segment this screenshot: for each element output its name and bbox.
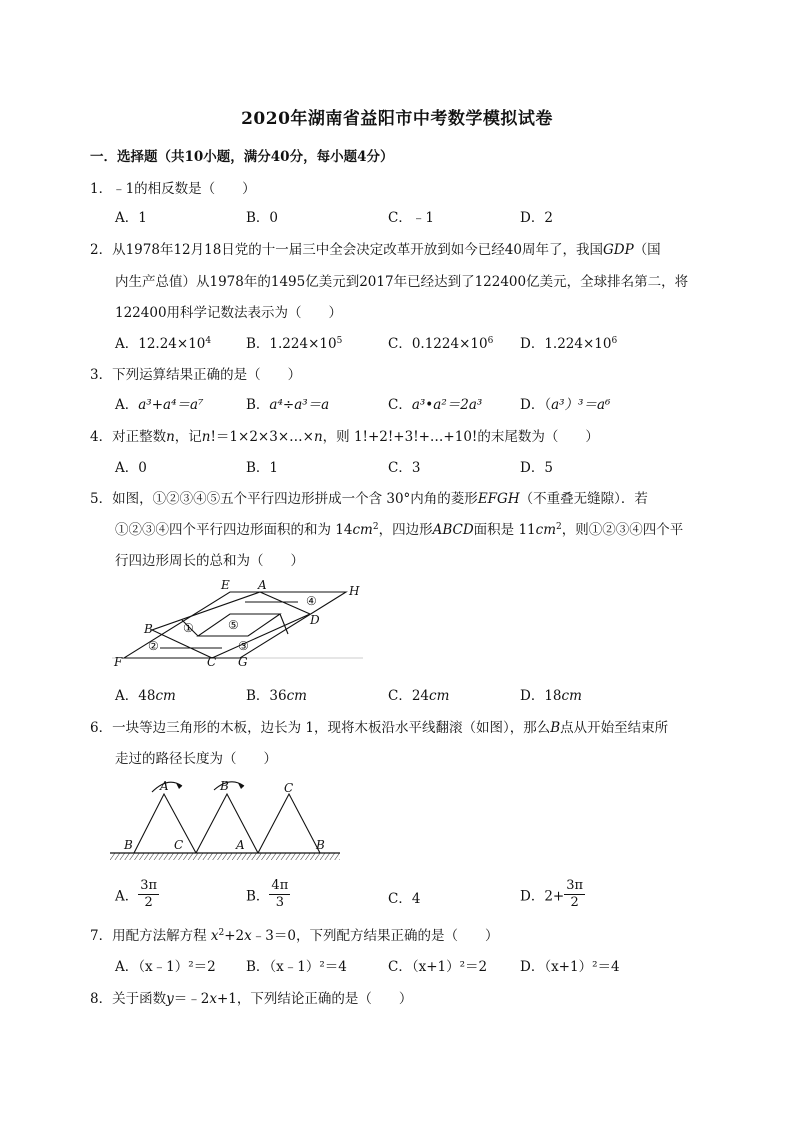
q5-option-d: D．18cm (520, 688, 582, 704)
q1-option-b: B．0 (246, 210, 279, 226)
q5-rhombus-figure (108, 578, 370, 670)
q1-option-c: C．﹣1 (388, 210, 434, 226)
q6-stem-line2: 走过的路径长度为（ ） (115, 751, 277, 767)
q3-stem: 3．下列运算结果正确的是（ ） (90, 367, 302, 383)
q2-option-a: A．$12.24\times 10^4$ (115, 336, 212, 352)
q5-option-c: C．24cm (388, 688, 450, 704)
section-heading: 一．选择题（共10小题，满分40分，每小题4分） (90, 149, 394, 165)
region-4-label: ④ (306, 594, 317, 608)
q3-option-a: A．a³+a⁴＝a⁷ (115, 397, 204, 413)
label-G: G (238, 655, 248, 669)
q6-label-a2: A (236, 838, 245, 852)
label-A: A (258, 578, 267, 592)
q6-rolling-triangle-figure (110, 776, 344, 866)
q6-label-b3: B (316, 838, 325, 852)
q6-option-c: C．4 (388, 891, 421, 907)
q6-label-b1: B (220, 779, 229, 793)
q3-option-b: B．a⁴÷a³＝a (246, 397, 330, 413)
q1-stem: 1．﹣1的相反数是（ ） (90, 181, 256, 197)
q7-option-b: B．（x﹣1）²＝4 (246, 959, 347, 975)
q7-stem: 7．用配方法解方程 $x^2+2x﹣3=0$，下列配方结果正确的是（ ） (90, 928, 499, 944)
q7-option-d: D．（x+1）²＝4 (520, 959, 620, 975)
q2-stem-line3: 122400用科学记数法表示为（ ） (115, 305, 343, 321)
q6-label-b2: B (124, 838, 133, 852)
q3-option-c: C．a³•a²＝2a³ (388, 397, 483, 413)
q5-option-b: B．36cm (246, 688, 307, 704)
q4-option-b: B．1 (246, 460, 279, 476)
q1-option-a: A．1 (115, 210, 147, 226)
q6-label-c2: C (174, 838, 184, 852)
region-1-label: ① (183, 621, 194, 635)
q2-option-d: D．$1.224\times 10^6$ (520, 336, 618, 352)
region-2-label: ② (148, 639, 159, 653)
q4-option-d: D．5 (520, 460, 553, 476)
q1-option-d: D．2 (520, 210, 553, 226)
label-E: E (221, 578, 230, 592)
region-5-label: ⑤ (228, 618, 239, 632)
q5-stem-line3: 行四边形周长的总和为（ ） (115, 553, 304, 569)
q6-label-c1: C (284, 781, 294, 795)
q4-stem: 4．对正整数n，记n!＝1×2×3×…×n，则 1!+2!+3!+…+10!的末尾数为（ ） (90, 429, 599, 445)
q6-label-a1: A (160, 779, 169, 793)
q5-option-a: A．48cm (115, 688, 176, 704)
q7-option-c: C．（x+1）²＝2 (388, 959, 488, 975)
q6-stem-line1: 6．一块等边三角形的木板，边长为 1，现将木板沿水平线翻滚（如图），那么B点从开始至结束所 (90, 720, 669, 736)
page-title: 2020年湖南省益阳市中考数学模拟试卷 (241, 109, 553, 129)
q7-option-a: A．（x﹣1）²＝2 (115, 959, 216, 975)
q4-option-a: A．0 (115, 460, 147, 476)
q4-option-c: C．3 (388, 460, 421, 476)
q2-option-c: C．$0.1224\times 10^6$ (388, 336, 494, 352)
q2-stem-line1: 2．从1978年12月18日党的十一届三中全会决定改革开放到如今已经40周年了，我国GDP（国 (90, 242, 661, 258)
label-F: F (114, 655, 123, 669)
q6-option-d: D．2+ $\frac{3\pi}{2}$ (520, 878, 584, 910)
label-C: C (207, 655, 217, 669)
q6-option-b: B． $\frac{4\pi}{3}$ (246, 878, 289, 910)
q3-option-d: D．（a³）³＝a⁶ (520, 397, 611, 413)
q6-option-a: A． $\frac{3\pi}{2}$ (115, 878, 158, 910)
label-H: H (349, 584, 360, 598)
q5-stem-line2: ①②③④四个平行四边形面积的和为 $14cm^2$，四边形ABCD面积是 $11cm^2$，则①②③④四个平 (115, 522, 684, 538)
label-D: D (310, 613, 320, 627)
q2-stem-line2: 内生产总值）从1978年的1495亿美元到2017年已经达到了122400亿美元，全球排名第二，将 (115, 274, 689, 290)
q8-stem: 8．关于函数y＝﹣2x+1，下列结论正确的是（ ） (90, 991, 413, 1007)
q2-option-b: B．$1.224\times 10^5$ (246, 336, 343, 352)
q5-stem-line1: 5．如图，①②③④⑤五个平行四边形拼成一个含 30°内角的菱形EFGH（不重叠无缝隙）．若 (90, 491, 648, 507)
region-3-label: ③ (238, 639, 249, 653)
label-B: B (144, 622, 153, 636)
